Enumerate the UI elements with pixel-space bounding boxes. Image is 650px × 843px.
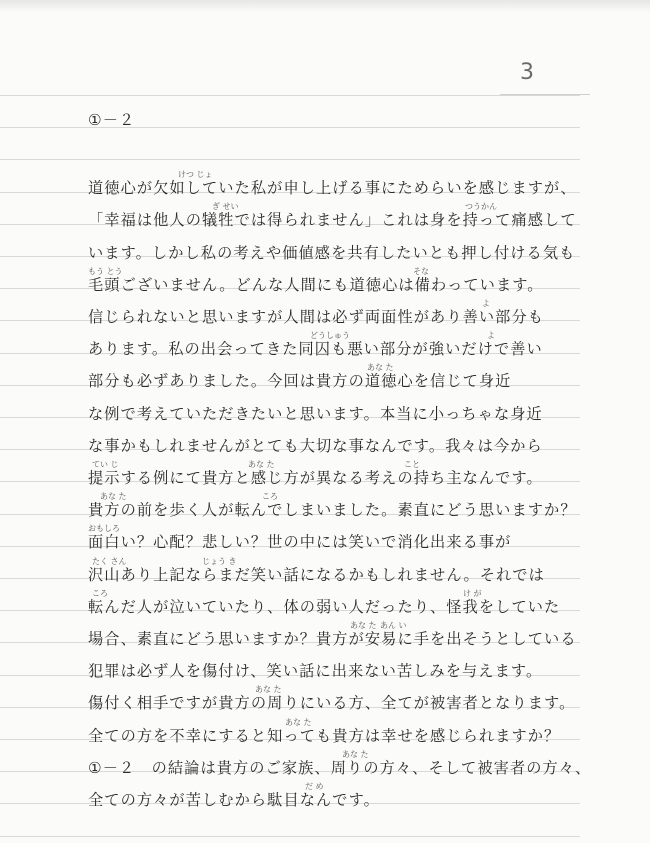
letter-line: な事かもしれませんがとても大切な事なんです。我々は今から <box>88 436 543 455</box>
ruby-text: あな た <box>285 717 312 727</box>
ruby-text: あな た <box>342 749 369 759</box>
section-heading: ①－２ <box>88 111 136 129</box>
letter-line: 信じられないと思いますが人間は必ず両面性があり善い部分も <box>88 308 545 326</box>
ruby-text: たく さん <box>92 556 127 566</box>
page-number: 3 <box>520 60 534 85</box>
ruby-text: だ め <box>305 782 324 791</box>
letter-line: います。しかし私の考えや価値感を共有したいとも押し付ける気も <box>88 243 576 262</box>
ruby-text: よ <box>482 299 490 308</box>
ruby-text: ぎ せい <box>212 202 239 212</box>
ruby-text: あな た <box>367 363 394 373</box>
ruby-text: あな た <box>100 492 127 502</box>
letter-line: 部分も必ずありました。今回は貴方の道徳心を信じて身近 <box>88 372 512 391</box>
ruby-text: あな た <box>350 621 377 630</box>
letter-line: 傷付く相手ですが貴方の周りにいる方、全てが被害者となります。 <box>88 694 576 713</box>
ruby-text: ころ <box>262 492 278 502</box>
ruby-text: あな た <box>248 460 275 469</box>
ruby-text: じょう き <box>202 556 237 566</box>
ruled-line <box>0 95 580 96</box>
ruby-text: つうかん <box>465 202 497 212</box>
letter-line: 犯罪は必ず人を傷付け、笑い話に出来ない苦しみを与えます。 <box>88 662 543 681</box>
ruled-line <box>0 836 580 837</box>
ruby-text: あん い <box>380 621 407 630</box>
ruby-text: もう とう <box>88 266 123 276</box>
letter-line: 全ての方々が苦しむから駄目なんです。 <box>88 791 380 809</box>
ruby-text: そな <box>413 266 429 276</box>
letter-line: 場合、素直にどう思いますか？貴方が安易に手を出そうとしている <box>88 630 577 648</box>
letter-line: 全ての方を不幸にすると知っても貴方は幸せを感じられますか？ <box>88 726 561 745</box>
letter-line: ①－２ の結論は貴方のご家族、周りの方々、そして被害者の方々、 <box>88 758 592 777</box>
letter-line: あります。私の出会ってきた同囚も悪い部分が強いだけで善い <box>88 340 543 359</box>
ruby-text: ころ <box>92 588 108 598</box>
ruby-text: けつ じょ <box>178 170 213 180</box>
ruby-text: け が <box>463 588 482 598</box>
letter-line: 毛頭ございません。どんな人間にも道徳心は備わっています。 <box>88 275 544 294</box>
letter-line: 「幸福は他人の犠牲では得られません」これは身を持って痛感して <box>88 211 577 230</box>
letter-line: 転んだ人が泣いていたり、体の弱い人だったり、怪我をしていた <box>88 597 561 616</box>
letter-line: 沢山あり上記ならまだ笑い話になるかもしれません。それでは <box>88 565 545 584</box>
ruby-text: どうしゅう <box>310 331 350 341</box>
ruby-text: よ <box>487 331 495 341</box>
letter-line: 提示する例にて貴方と感じ方が異なる考えの持ち主なんです。 <box>88 469 543 487</box>
ruby-text: てい じ <box>92 460 119 469</box>
ruby-text: おもしろ <box>88 524 120 534</box>
ruby-text: あな た <box>255 685 282 695</box>
ruby-text: こと <box>404 460 420 469</box>
scan-edge <box>0 0 650 12</box>
letter-line: 道徳心が欠如していた私が申し上げる事にためらいを感じますが、 <box>88 179 577 198</box>
letter-line: 貴方の前を歩く人が転んでしまいました。素直にどう思いますか？ <box>88 501 577 520</box>
letter-line: な例で考えていただきたいと思います。本当に小っちゃな身近 <box>88 404 543 423</box>
letter-line: 面白い？心配？悲しい？世の中には笑いで消化出来る事が <box>88 533 512 552</box>
ruled-line <box>0 159 580 160</box>
